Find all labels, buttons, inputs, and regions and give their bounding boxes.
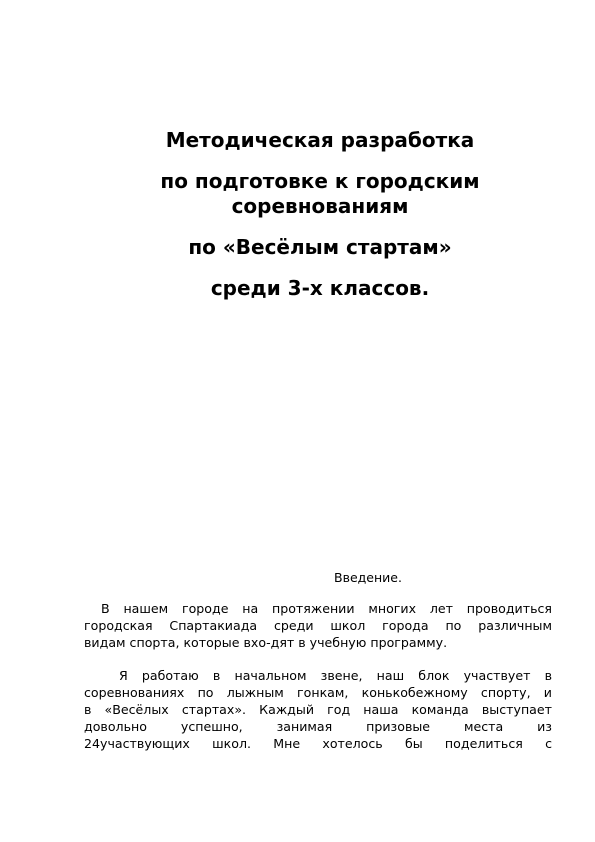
title-line-1: Методическая разработка	[165, 128, 475, 152]
title-line-2: по подготовке к городским	[160, 169, 480, 193]
paragraph-1	[84, 600, 552, 651]
paragraph-line: 24участвующих школ. Мне хотелось бы поделиться с	[84, 736, 552, 751]
paragraph-line: В нашем городе на протяжении многих лет проводиться	[101, 601, 552, 616]
paragraph-line: городская Спартакиада среди школ города по различным	[84, 618, 552, 633]
document-title	[140, 128, 500, 301]
paragraph-line: Я работаю в начальном звене, наш блок участвует в	[119, 668, 552, 683]
title-line-5: среди 3-х классов.	[210, 276, 430, 300]
title-line-4: по «Весёлым стартам»	[188, 235, 452, 259]
paragraph-line: довольно успешно, занимая призовые места из	[84, 719, 552, 734]
paragraph-line: видам спорта, которые вхо-дят в учебную программу.	[84, 635, 448, 650]
section-heading-introduction: Введение.	[334, 570, 402, 585]
paragraph-2	[84, 667, 552, 752]
paragraph-line: соревнованиях по лыжным гонкам, конькобежному спорту, и	[84, 685, 552, 700]
title-line-3: соревнованиям	[231, 194, 409, 218]
paragraph-line: в «Весёлых стартах». Каждый год наша команда выступает	[84, 702, 552, 717]
